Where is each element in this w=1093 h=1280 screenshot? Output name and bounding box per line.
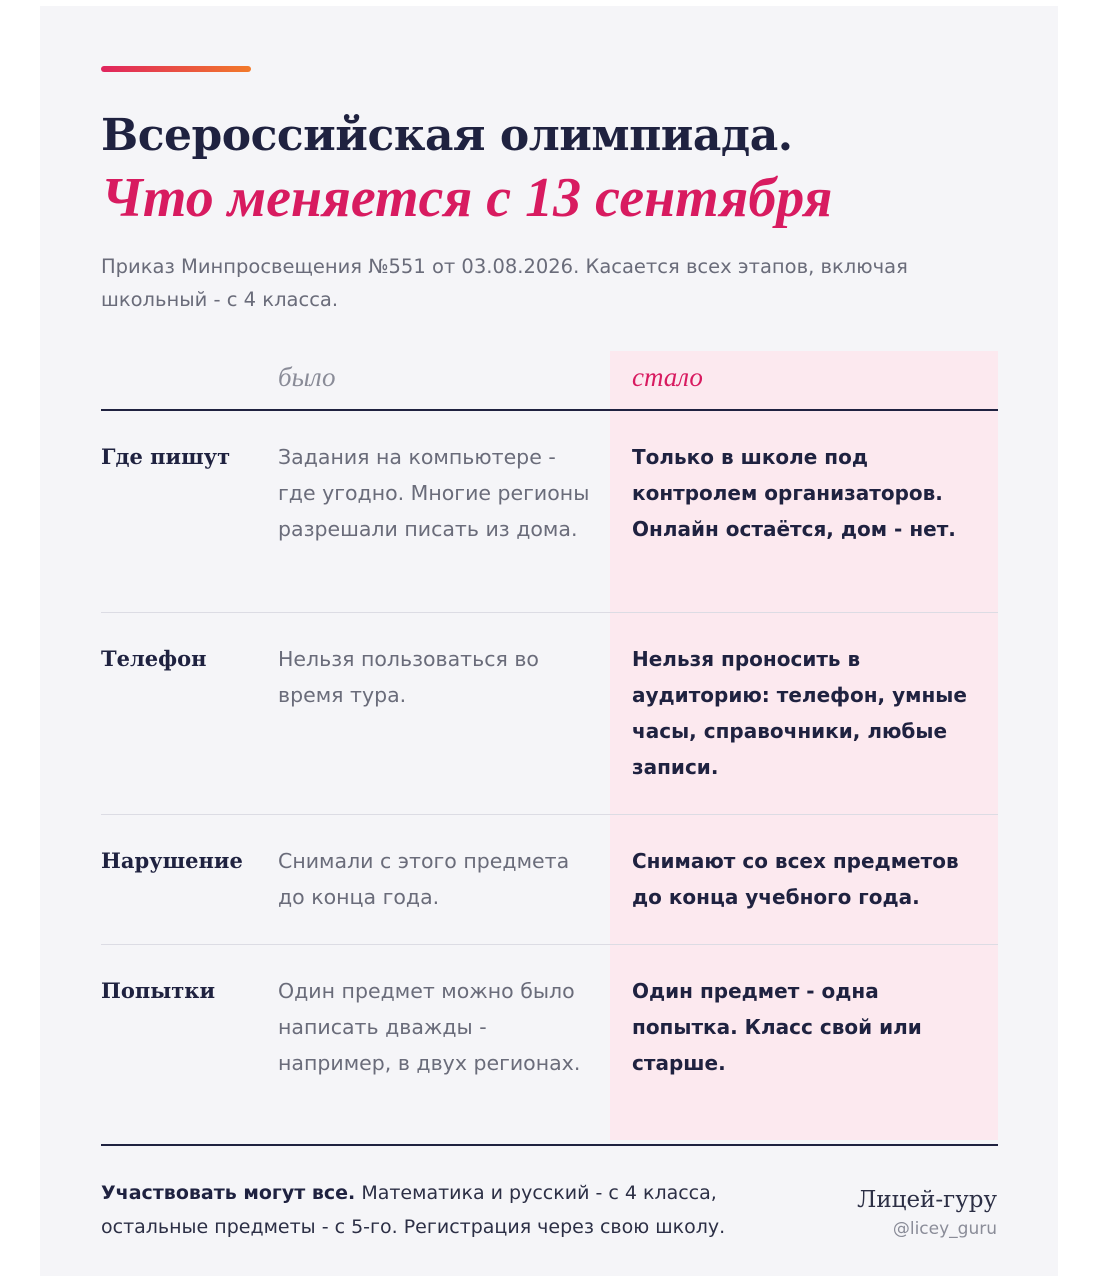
column-header-before: было (278, 362, 336, 392)
page-title: Всероссийская олимпиада. (101, 110, 793, 161)
column-header-after: стало (632, 362, 703, 392)
row-after-cell: Один предмет - одна попытка. Класс свой или старше. (632, 979, 922, 1075)
table-row (101, 411, 998, 613)
row-label: Попытки (101, 978, 216, 1003)
row-label: Нарушение (101, 848, 243, 873)
row-before-cell: Снимали с этого предмета до конца года. (278, 849, 570, 909)
table-row (101, 945, 998, 1146)
row-before-cell: Один предмет можно было написать дважды - например, в двух регионах. (278, 979, 581, 1075)
brand-handle: @licey_guru (892, 1219, 997, 1239)
row-label: Где пишут (101, 444, 231, 469)
infographic-card (40, 6, 1058, 1276)
footer-text: Математика и русский - с 4 класса, остальные предметы - с 5-го. Регистрация через свою школу. (101, 1182, 726, 1238)
comparison-table (101, 351, 998, 1146)
accent-bar (101, 66, 251, 72)
table-row (101, 613, 998, 815)
row-before-cell: Нельзя пользоваться во время тура. (278, 647, 539, 707)
row-after-cell: Снимают со всех предметов до конца учебного года. (632, 849, 959, 909)
row-after-cell: Только в школе под контролем организаторов. Онлайн остаётся, дом - нет. (632, 445, 956, 541)
row-after-cell: Нельзя проносить в аудиторию: телефон, умные часы, справочники, любые записи. (632, 647, 967, 779)
table-row (101, 815, 998, 945)
row-label: Телефон (101, 646, 207, 671)
brand-signature (857, 1184, 997, 1242)
footer-strong-text: Участвовать могут все. (101, 1182, 356, 1204)
table-header (101, 351, 998, 411)
footer-note (101, 1176, 801, 1244)
row-before-cell: Задания на компьютере - где угодно. Многие регионы разрешали писать из дома. (278, 445, 590, 541)
brand-name: Лицей-гуру (857, 1187, 997, 1213)
page-subtitle: Что меняется с 13 сентября (101, 167, 833, 229)
intro-text: Приказ Минпросвещения №551 от 03.08.2026. Касается всех этапов, включая школьный - с 4 класса. (101, 255, 908, 311)
